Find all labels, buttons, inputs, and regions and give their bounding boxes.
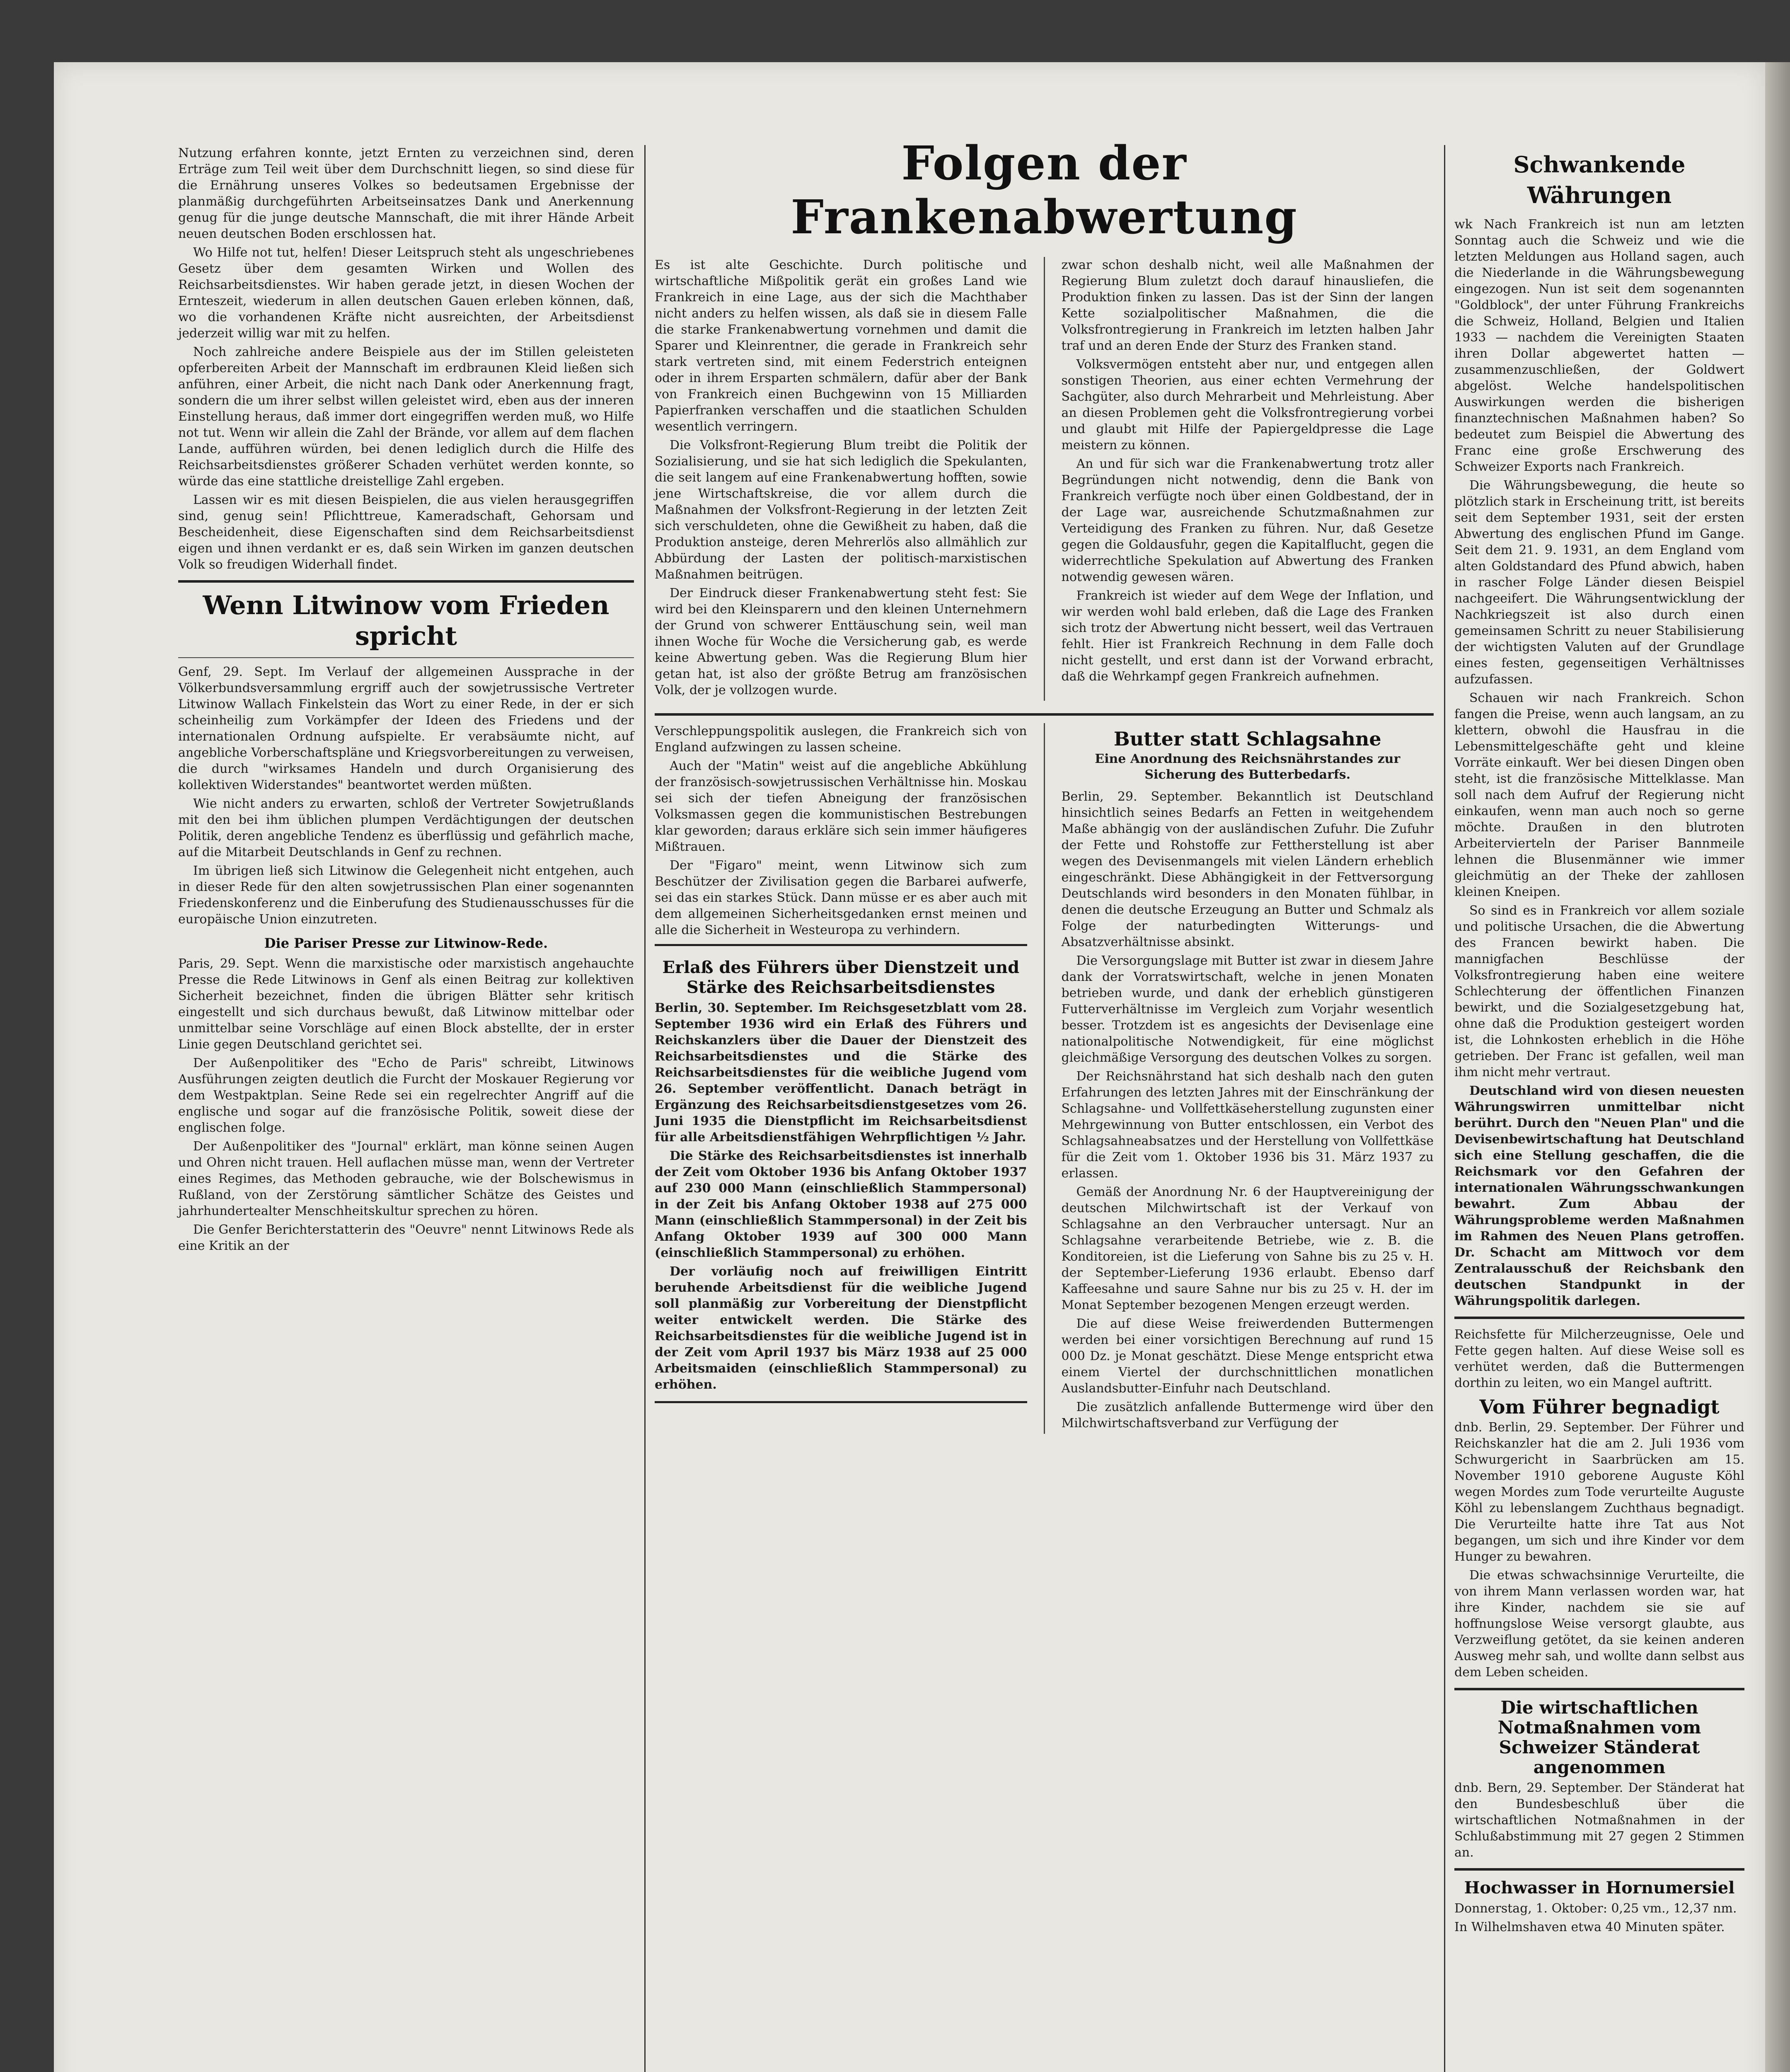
fuehrer-headline: Vom Führer begnadigt: [1479, 1396, 1720, 1418]
article-paragraph: In Wilhelmshaven etwa 40 Minuten später.: [1454, 1920, 1725, 1934]
article-paragraph: So sind es in Frankreich vor allem soziale und politische Ursachen, die die Abwertung des Francen bewirkt haben. Die mannigfachen Beschlüsse der Volksfrontregierung haben eine weitere Schlechterung der öffentlichen Finanzen bewirkt, und die Sozialgesetzgebung hat, ohne daß die Produktion gesteigert worden ist, die Lohnkosten erheblich in die Höhe getrieben. Der Franc ist gefallen, weil man ihm nicht mehr vertraut.: [1454, 903, 1744, 1080]
article-paragraph: dnb. Berlin, 29. September. Der Führer und Reichskanzler hat die am 2. Juli 1936 vom Schwurgericht in Saarbrücken am 15. November 1910 geborene Auguste Köhl wegen Mordes zum Tode verurteilte Auguste Köhl zu lebenslangem Zuchthaus begnadigt. Die Verurteilte hatte ihre Tat aus Not begangen, um sich und ihre Kinder vor dem Hunger zu bewahren.: [1454, 1420, 1744, 1564]
divider: [178, 580, 634, 583]
article-paragraph: wk Nach Frankreich ist nun am letzten Sonntag auch die Schweiz und wie die letzten Meldungen aus Holland sagen, auch die Niederlande in die Währungsbewegung eingezogen. Nun ist seit dem sogenannten "Goldblock", der unter Führung Frankreichs die Schweiz, Holland, Belgien und Italien 1933 — nachdem die Vereinigten Staaten ihren Dollar abgewertet hatten — zusammenzuschließen, der Goldwert abgelöst. Welche handelspolitischen Auswirkungen werden die bisherigen finanztechnischen Maßnahmen haben? So bedeutet zum Beispiel die Abwertung des Franc eine große Erschwerung des Schweizer Exports nach Frankreich.: [1454, 217, 1744, 474]
article-paragraph: Die auf diese Weise freiwerdenden Buttermengen werden bei einer vorsichtigen Berechnung auf rund 15 000 Dz. je Monat geschätzt. Diese Menge entspricht etwa einem Viertel der durchschnittlichen monatlichen Auslandsbutter-Einfuhr nach Deutschland.: [1061, 1317, 1434, 1396]
newspaper-page: [54, 62, 1765, 2072]
column-rule: [1444, 145, 1445, 2072]
article-paragraph: Im übrigen ließ sich Litwinow die Gelegenheit nicht entgehen, auch in dieser Rede für den alten sowjetrussischen Plan einer sogenannten Friedenskonferenz und die Einberufung des Studienausschusses für die europäische Union einzutreten.: [178, 864, 634, 927]
intro-paragraph: Wo Hilfe not tut, helfen! Dieser Leitspruch steht als ungeschriebenes Gesetz über dem gesamten Wirken und Wollen des Reichsarbeitsdienstes. Wir haben gerade jetzt, in diesen Wochen der Ernteszeit, wiederum in allen deutschen Gauen erleben können, daß, wo die vorhandenen Kräfte nicht ausreichten, der Arbeitsdienst jederzeit willig war mit zu helfen.: [178, 245, 634, 341]
column-left: [178, 145, 634, 1256]
column-rule: [1044, 257, 1045, 701]
intro-paragraph: Noch zahlreiche andere Beispiele aus der im Stillen geleisteten opferbereiten Arbeit der Mannschaft im erdbraunen Kleid ließen sich anführen, einer Arbeit, die nicht nach Dank oder Anerkennung fragt, sondern die um ihrer selbst willen geleistet wird, eben aus der inneren Einstellung heraus, daß immer dort eingegriffen werden muß, wo Hilfe not tut. Wenn wir allein die Zahl der Brände, vor allem auf dem flachen Lande, aufführen würden, bei denen lediglich durch die Hilfe des Reichsarbeitsdienstes größerer Schaden verhütet werden konnte, so würde das eine stattliche dreistellige Zahl ergeben.: [178, 345, 634, 489]
divider: [655, 713, 1434, 716]
litwinow-article: [178, 590, 634, 1254]
article-paragraph: Donnerstag, 1. Oktober: 0,25 vm., 12,37 nm.: [1454, 1901, 1737, 1916]
divider: [178, 657, 634, 658]
article-paragraph: Schauen wir nach Frankreich. Schon fangen die Preise, wenn auch langsam, an zu klettern, obwohl die Hausfrau in die Lebensmittelgeschäfte geht und kleine Vorräte einkauft. Wer bei diesen Dingen oben steht, ist die französische Mittelklasse. Man soll nach dem Aufruf der Regierung nicht einkaufen, wenn man auch noch so gerne möchte. Draußen in den blutroten Arbeitervierteln der Pariser Bannmeile lehnen die Blusenmänner wie immer gleichmütig an der Theke der zahllosen kleinen Kneipen.: [1454, 691, 1744, 899]
divider: [1454, 1688, 1744, 1690]
article-paragraph: Volksvermögen entsteht aber nur, und entgegen allen sonstigen Theorien, aus einer echten Vermehrung der Sachgüter, also durch Mehrarbeit und Mehrleistung. Aber an diesen Problemen geht die Volksfrontregierung vorbei und glaubt mit Hilfe der Papiergeldpresse die Lage meistern zu können.: [1061, 357, 1434, 453]
intro-paragraph: Nutzung erfahren konnte, jetzt Ernten zu verzeichnen sind, deren Erträge zum Teil weit über dem Durchschnitt liegen, so sind diese für die Ernährung unseres Volkes so bedeutsamen Ergebnisse der planmäßig durchgeführten Arbeitseinsatzes Dank und Anerkennung genug für die junge deutsche Mannschaft, die mit ihrer Hände Arbeit neuen deutschen Boden erschlossen hat.: [178, 146, 634, 241]
article-paragraph: Paris, 29. Sept. Wenn die marxistische oder marxistisch angehauchte Presse die Rede Litwinows in Genf als einen Beitrag zur kollektiven Sicherheit bezeichnet, finden die übrigen Blätter sehr kritisch eingestellt und sich durchaus bewußt, daß Litwinow mittelbar oder unmittelbar seine Vorschläge auf einen Block abstellte, der in erster Linie gegen Deutschland gerichtet sei.: [178, 956, 634, 1052]
article-paragraph: An und für sich war die Frankenabwertung trotz aller Begründungen nicht notwendig, denn die Bank von Frankreich verfügte noch über einen Goldbestand, der in der Lage war, ausreichende Schutzmaßnahmen zur Verteidigung des Franken zu führen. Nur, daß Gesetze gegen die Goldausfuhr, gegen die Kapitalflucht, gegen die widerrechtliche Spekulation auf Abwertung des Franken notwendig gewesen wären.: [1061, 457, 1434, 584]
article-paragraph: Wie nicht anders zu erwarten, schloß der Vertreter Sowjetrußlands mit den bei ihm üblichen plumpen Verdächtigungen der deutschen Politik, deren angebliche Tendenz es überflüssig und gefährlich mache, auf die Mitarbeit Deutschlands in Genf zu rechnen.: [178, 796, 634, 859]
article-paragraph: Verschleppungspolitik auslegen, die Frankreich sich von England aufzwingen zu lassen scheine.: [655, 724, 1027, 755]
article-paragraph: Berlin, 29. September. Bekanntlich ist Deutschland hinsichtlich seines Bedarfs an Fetten in weitgehendem Maße abhängig von der ausländischen Zufuhr. Die Zufuhr der Fette und Rohstoffe zur Fettherstellung ist aber wegen des Devisenmangels mit vielen Ländern erheblich eingeschränkt. Diese Abhängigkeit in der Fettversorgung Deutschlands wird besonders in den Monaten fühlbar, in denen die deutsche Erzeugung an Butter und Schmalz als Folge der naturbedingten Witterungs- und Absatzverhältnisse absinkt.: [1061, 789, 1434, 949]
article-paragraph: Deutschland wird von diesen neuesten Währungswirren unmittelbar nicht berührt. Durch den "Neuen Plan" und die Devisenbewirtschaftung hat Deutschland sich eine Stellung geschaffen, die die Reichsmark vor den Gefahren der internationalen Währungsschwankungen bewahrt. Zum Abbau der Währungsprobleme werden Maßnahmen im Rahmen des Neuen Plans getroffen. Dr. Schacht am Mittwoch vor dem Zentralausschuß der Reichsbank den deutschen Standpunkt in der Währungspolitik darlegen.: [1454, 1084, 1744, 1308]
article-paragraph: Gemäß der Anordnung Nr. 6 der Hauptvereinigung der deutschen Milchwirtschaft ist der Verkauf von Schlagsahne an den Verbraucher untersagt. Nur an Schlagsahne verarbeitende Betriebe, wie z. B. die Konditoreien, ist die Lieferung von Sahne bis zu 25 v. H. der September-Lieferung 1936 erlaubt. Ebenso darf Kaffeesahne und saure Sahne nur bis zu 25 v. H. der im Monat September bezogenen Mengen erzeugt werden.: [1061, 1185, 1434, 1312]
column-center: [655, 137, 1434, 1434]
article-paragraph: Es ist alte Geschichte. Durch politische und wirtschaftliche Mißpolitik gerät ein großes Land wie Frankreich in eine Lage, aus der sich die Machthaber nicht anders zu helfen wissen, als daß sie in diesem Falle die starke Frankenabwertung vornehmen und damit die Sparer und Kleinrentner, die gerade in Frankreich sehr stark vertreten sind, mit einem Federstrich enteignen oder in ihrem Ersparten schmälern, dafür aber der Bank von Frankreich einen Buchgewinn von 15 Milliarden Papierfranken verschaffen und die staatlichen Schulden wesentlich verringern.: [655, 258, 1027, 434]
intro-paragraph: Lassen wir es mit diesen Beispielen, die aus vielen herausgegriffen sind, genug sein! Pflichttreue, Kameradschaft, Gehorsam und Bescheidenheit, diese Eigenschaften sind dem Reichsarbeitsdienst eigen und ihnen verdankt er es, daß sein Wirken im ganzen deutschen Volk so freudigen Widerhall findet.: [178, 493, 634, 572]
article-paragraph: Genf, 29. Sept. Im Verlauf der allgemeinen Aussprache in der Völkerbundsversammlung ergriff auch der sowjetrussische Vertreter Litwinow Wallach Finkelstein das Wort zu einer Rede, in der er sich scheinheilig zum Vorkämpfer der Ideen des Friedens und der internationalen Ordnung aufspielte. Er verabsäumte nicht, auf angebliche Vorberschaftspläne und Kriegsvorbereitungen zu verweisen, die durch "wirksames Handeln und durch Organisierung des kollektiven Widerstandes" beantwortet werden müßten.: [178, 665, 634, 792]
lower-center-block: [655, 723, 1434, 1434]
article-paragraph: Die etwas schwachsinnige Verurteilte, die von ihrem Mann verlassen worden war, hat ihre Kinder, nachdem sie sie auf hoffnungslose Weise versorgt glaubte, aus Verzweiflung getötet, da sie keinen anderen Ausweg mehr sah, und wollte dann selbst aus dem Leben scheiden.: [1454, 1568, 1744, 1680]
butter-article: [1062, 723, 1434, 1434]
erlass-headline: Erlaß des Führers über Dienstzeit und Stärke des Reichsarbeitsdienstes: [662, 958, 1020, 997]
article-paragraph: Die Währungsbewegung, die heute so plötzlich stark in Erscheinung tritt, ist bereits seit dem September 1931, seit der ersten Abwertung des englischen Pfund im Gange. Seit dem 21. 9. 1931, an dem England vom alten Goldstandard des Pfund abwich, haben in rascher Folge Länder diesen Beispiel nachgeeifert. Die Währungsentwicklung der Nachkriegszeit ist also durch einen gemeinsamen Schritt zu neuer Stabilisierung der wichtigsten Valuten auf der Grundlage eines festen, gegenseitigen Verhältnisses aufzufassen.: [1454, 478, 1744, 687]
erlass-box: [655, 944, 1027, 1403]
butter-subheadline: Eine Anordnung des Reichsnährstandes zur Sicherung des Butterbedarfs.: [1095, 752, 1401, 782]
erlass-paragraph: Berlin, 30. September. Im Reichsgesetzblatt vom 28. September 1936 wird ein Erlaß des Führers und Reichskanzlers über die Dauer der Dienstzeit des Reichsarbeitsdienstes und die Stärke des Reichsarbeitsdienstes für die weibliche Jugend vom 26. September veröffentlicht. Danach beträgt in Ergänzung des Reichsarbeitsdienstgesetzes vom 26. Juni 1935 die Dienstpflicht im Reichsarbeitsdienst für alle Arbeitsdienstfähigen Wehrpflichtigen ½ Jahr.: [655, 1001, 1027, 1145]
notmassnahmen-headline: Die wirtschaftlichen Notmaßnahmen vom Schweizer Ständerat angenommen: [1497, 1697, 1701, 1777]
short-paragraph: Reichsfette für Milcherzeugnisse, Oele und Fette gegen halten. Auf diese Weise soll es verhütet werden, daß die Buttermengen dorthin zu leiten, wo ein Mangel auftritt.: [1454, 1327, 1744, 1390]
main-article-right: [1062, 257, 1434, 701]
divider: [1454, 1868, 1744, 1871]
article-paragraph: Der Außenpolitiker des "Echo de Paris" schreibt, Litwinows Ausführungen zeigten deutlich die Furcht der Moskauer Regierung vor dem Westpaktplan. Seine Rede sei ein regelrechter Angriff auf die englische und sogar auf die französische Politik, soweit diese der englischen folge.: [178, 1056, 634, 1135]
main-article-left: [655, 257, 1027, 701]
main-headline: Folgen der Frankenabwertung: [791, 136, 1298, 244]
article-paragraph: Der Reichsnährstand hat sich deshalb nach den guten Erfahrungen des letzten Jahres mit der Einschränkung der Schlagsahne- und Vollfettkäseherstellung zugunsten einer Mehrgewinnung von Butter entschlossen, ein Verbot des Schlagsahneabsatzes und der Herstellung von Vollfettkäse für die Zeit vom 1. Oktober 1936 bis 31. März 1937 zu erlassen.: [1061, 1069, 1434, 1181]
column-rule: [1044, 723, 1045, 1434]
article-paragraph: dnb. Bern, 29. September. Der Ständerat hat den Bundesbeschluß über die wirtschaftlichen Notmaßnahmen in der Schlußabstimmung mit 27 gegen 2 Stimmen an.: [1454, 1781, 1744, 1860]
erlass-paragraph: Die Stärke des Reichsarbeitsdienstes ist innerhalb der Zeit vom Oktober 1936 bis Anfang Oktober 1937 auf 230 000 Mann (einschließlich Stammpersonal) in der Zeit bis Anfang Oktober 1938 auf 275 000 Mann (einschließlich Stammpersonal) in der Zeit bis Anfang Oktober 1939 auf 300 000 Mann (einschließlich Stammpersonal) zu erhöhen.: [655, 1149, 1027, 1260]
article-paragraph: Die zusätzlich anfallende Buttermenge wird über den Milchwirtschaftsverband zur Verfügung der: [1061, 1400, 1434, 1431]
article-headline: Schwankende Währungen: [1513, 151, 1686, 208]
article-paragraph: zwar schon deshalb nicht, weil alle Maßnahmen der Regierung Blum zuletzt doch darauf hinausliefen, die Produktion finken zu lassen. Das ist der Sinn der langen Kette sozialpolitischer Maßnahmen, die die Volksfrontregierung in Frankreich im letzten halben Jahr traf und an deren Ende der Sturz des Franken stand.: [1061, 258, 1434, 353]
intro-article: [178, 145, 634, 573]
erlass-paragraph: Der vorläufig noch auf freiwilligen Eintritt beruhende Arbeitsdienst für die weibliche Jugend soll planmäßig zur Vorbereitung der Dienstpflicht weiter entwickelt werden. Die Stärke des Reichsarbeitsdienstes für die weibliche Jugend ist in der Zeit vom April 1937 bis März 1938 auf 25 000 Arbeitsmaiden (einschließlich Stammpersonal) zu erhöhen.: [655, 1264, 1027, 1392]
column-rule: [644, 145, 646, 2072]
article-paragraph: Frankreich ist wieder auf dem Wege der Inflation, und wir werden wohl bald erleben, daß die Lage des Franken sich trotz der Abwertung nicht bessert, weil das Vertrauen fehlt. Hier ist Frankreich Rechnung in dem Falle doch nicht gestellt, und erst dann ist der Vorwand erbracht, daß die Wehrkampf gegen Frankreich aufnehmen.: [1061, 588, 1434, 684]
column-right: [1454, 145, 1744, 1938]
article-paragraph: Die Genfer Berichterstatterin des "Oeuvre" nennt Litwinows Rede als eine Kritik an der: [178, 1222, 634, 1253]
article-paragraph: Auch der "Matin" weist auf die angebliche Abkühlung der französisch-sowjetrussischen Verhältnisse hin. Moskau sei sich der tiefen Abneigung der französischen Volksmassen gegen die kommunistischen Bestrebungen klar geworden; daraus erkläre sich sein immer häufigeres Mißtrauen.: [655, 759, 1027, 854]
main-article-body: [655, 257, 1434, 701]
article-paragraph: Der Außenpolitiker des "Journal" erklärt, man könne seinen Augen und Ohren nicht trauen. Hell auflachen müsse man, wenn der Vertreter eines Regimes, das Methoden gebrauche, wie der Bolschewismus in Rußland, von der Zerstörung sämtlicher Schätze des Geistes und jahrhundertealter Menschheitskultur sprechen zu hören.: [178, 1139, 634, 1218]
lower-center-left: [655, 723, 1027, 1434]
article-paragraph: Der "Figaro" meint, wenn Litwinow sich zum Beschützer der Zivilisation gegen die Barbarei aufwerfe, sei das ein starkes Stück. Dann müsse er es aber auch mit dem allgemeinen Sicherheitsgedanken ernst meinen und alle die Sicherheit in Westeuropa zu verhindern.: [655, 858, 1027, 937]
article-paragraph: Die Volksfront-Regierung Blum treibt die Politik der Sozialisierung, und sie hat sich lediglich die Spekulanten, die seit langem auf eine Frankenabwertung hofften, sowie jene Wirtschaftskreise, die vor allem durch die Maßnahmen der Volksfront-Regierung in der letzten Zeit sich verschuldeten, ohne die Gewißheit zu haben, daß die Produktion ansteige, deren Mehrerlös also allmählich zur Abbürdung der Lasten der politisch-marxistischen Maßnahmen beitrügen.: [655, 438, 1027, 582]
page-edge: [1765, 62, 1790, 2072]
article-headline: Wenn Litwinow vom Frieden spricht: [203, 590, 610, 651]
article-paragraph: Die Versorgungslage mit Butter ist zwar in diesem Jahre dank der Vorratswirtschaft, welche in jenen Monaten betrieben wurde, und dank der erheblich günstigeren Futterverhältnisse im Vergleich zum Vorjahr wesentlich besser. Trotzdem ist es angesichts der Devisenlage eine nationalpolitische Notwendigkeit, für eine möglichst gleichmäßige Versorgung des deutschen Volkes zu sorgen.: [1061, 954, 1434, 1065]
butter-headline: Butter statt Schlagsahne: [1113, 728, 1381, 750]
hochwasser-headline: Hochwasser in Hornumersiel: [1464, 1878, 1735, 1898]
article-paragraph: Der Eindruck dieser Frankenabwertung steht fest: Sie wird bei den Kleinsparern und den kleinen Unternehmern der Grund von schwerer Enttäuschung sein, weil man ihnen Woche für Woche die Versicherung gab, es werde keine Abwertung geben. Was die Regierung Blum hier getan hat, ist also der größte Betrug am französischen Volk, der je vollzogen wurde.: [655, 586, 1027, 697]
divider: [1454, 1317, 1744, 1319]
sub-headline: Die Pariser Presse zur Litwinow-Rede.: [264, 935, 548, 951]
